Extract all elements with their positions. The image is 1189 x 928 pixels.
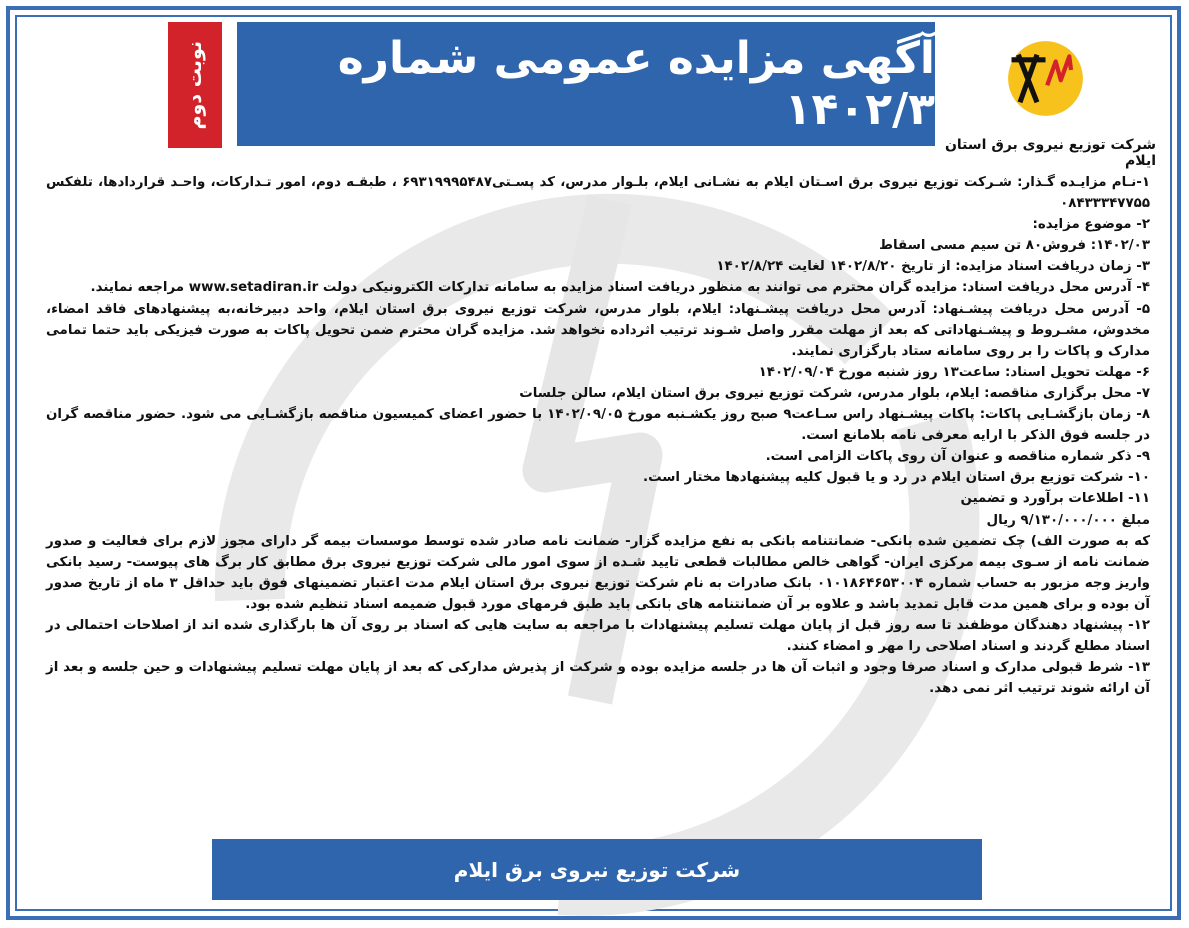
notice-item: ۴- آدرس محل دریافت اسناد: مزایده گران محترم می توانند به منظور دریافت اسناد مزایده به سامانه تدارکات الکترونیکی دولت www.setadiran.ir مراجعه نمایند.: [90, 280, 1150, 296]
notice-item: ۶- مهلت تحویل اسناد: ساعت۱۳ روز شنبه مورخ ۱۴۰۲/۰۹/۰۴: [758, 364, 1150, 380]
electric-tower-logo-icon: [1003, 36, 1088, 121]
notice-body: [46, 172, 1150, 699]
notice-item: ۷- محل برگزاری مناقصه: ایلام، بلوار مدرس، شرکت توزیع نیروی برق استان ایلام، سالن جلسات: [519, 385, 1150, 401]
notice-item: که به صورت الف) چک تضمین شده بانکی- ضمانتنامه بانکی به نفع مزایده گزار- ضمانت نامه صادر شده توسط موسسات بیمه گر دارای مجوز لازم برای فعالیت و صدور ضمانت نامه از سـوی بیمه مرکزی ایران- گواهی خالص مطالبات قطعی تایید شـده از سوی امور مالی شرکت توزیع نیروی برق مطابق کار برگ های پیوست- رسید بانکی واریز وجه مزبور به حساب شماره ۰۱۰۱۸۶۴۶۵۳۰۰۴ بانک صادرات به نام شرکت توزیع نیروی برق استان ایلام مدت اعتبار تضمینهای فوق باید حداقل ۳ ماه از تاریخ صدور آن بوده و برای همین مدت قابل تمدید باشد و علاوه بر آن ضمانتنامه های بانکی باید طبق فرمهای مورد قبول ضمیمه اسناد تنظیم شده بود.: [46, 533, 1150, 612]
company-name: شرکت توزیع نیروی برق استان ایلام: [944, 137, 1156, 169]
notice-item: ۱۱- اطلاعات برآورد و تضمین: [960, 491, 1150, 507]
notice-item: ۳- زمان دریافت اسناد مزایده: از تاریخ ۱۴۰۲/۸/۲۰ لغایت ۱۴۰۲/۸/۲۴: [716, 259, 1150, 275]
notice-item: ۹- ذکر شماره مناقصه و عنوان آن روی پاکات الزامی است.: [765, 449, 1150, 465]
round-badge: [168, 22, 222, 148]
notice-item: ۵- آدرس محل دریافت پیشـنهاد: آدرس محل دریافت پیشـنهاد: ایلام، بلوار مدرس، شرکت توزیع نیروی برق استان ایلام، واحد دبیرخانه،به پیشنهادهای فاقد امضاء، مخدوش، مشـروط و پیشـنهاداتی که بعد از مهلت مقرر واصل شـوند ترتیب اثرداده نخواهد شد. مزایده گران محترم ضمن تحویل پاکات به صورت فیزیکی باید حتما تمامی مدارک و پاکات را بر روی سامانه ستاد بارگزاری نمایند.: [46, 301, 1150, 359]
footer-company-name: شرکت توزیع نیروی برق ایلام: [453, 857, 741, 882]
notice-item: ۱۰- شرکت توزیع برق استان ایلام در رد و یا قبول کلیه پیشنهادها مختار است.: [643, 470, 1150, 486]
round-badge-label: نوبت دوم: [184, 40, 206, 130]
notice-item: ۱-نـام مزایـده گـذار: شـرکت توزیع نیروی برق اسـتان ایلام به نشـانی ایلام، بلـوار مدرس، کد پسـتی۶۹۳۱۹۹۹۵۴۸۷ ، طبقـه دوم، امور تـدارکات، واحـد قراردادها، تلفکس ۰۸۴۳۳۳۴۷۷۵۵: [46, 175, 1150, 212]
footer-banner: [212, 839, 982, 900]
notice-item: ۱۴۰۲/۰۳: فروش۸۰ تن سیم مسی اسقاط: [879, 238, 1150, 254]
notice-item: ۱۳- شرط قبولی مدارک و اسناد صرفا وجود و اثبات آن ها در جلسه مزایده بوده و شرکت از پذیرش مدارکی که بعد از پایان مهلت تسلیم پیشنهادات و حین جلسه و بعد از آن ارائه شوند ترتیب اثر نمی دهد.: [46, 660, 1150, 697]
notice-item: ۱۲- پیشنهاد دهندگان موظفند تا سه روز قبل از پایان مهلت تسلیم پیشنهادات با مراجعه به سایت هایی که اسناد بر روی آن ها بارگذاری شده اند از اصلاحات احتمالی در اسناد مطلع گردند و اسناد اصلاحی را مهر و امضاء کنند.: [46, 617, 1150, 655]
notice-item: مبلغ ۹/۱۳۰/۰۰۰/۰۰۰ ریال: [986, 512, 1150, 528]
notice-item: ۸- زمان بازگشـایی پاکات: پاکات پیشـنهاد راس سـاعت۹ صبح روز یکشـنبه مورخ ۱۴۰۲/۰۹/۰۵ با حضور اعضای کمیسیون مناقصه بازگشـایی می شود. حضور مناقصه گران در جلسه فوق الذکر با ارایه معرفی نامه بلامانع است.: [46, 407, 1150, 444]
notice-item: ۲- موضوع مزایده:: [1032, 217, 1150, 233]
page-title: آگهی مزایده عمومی شماره ۱۴۰۲/۳: [337, 33, 935, 135]
